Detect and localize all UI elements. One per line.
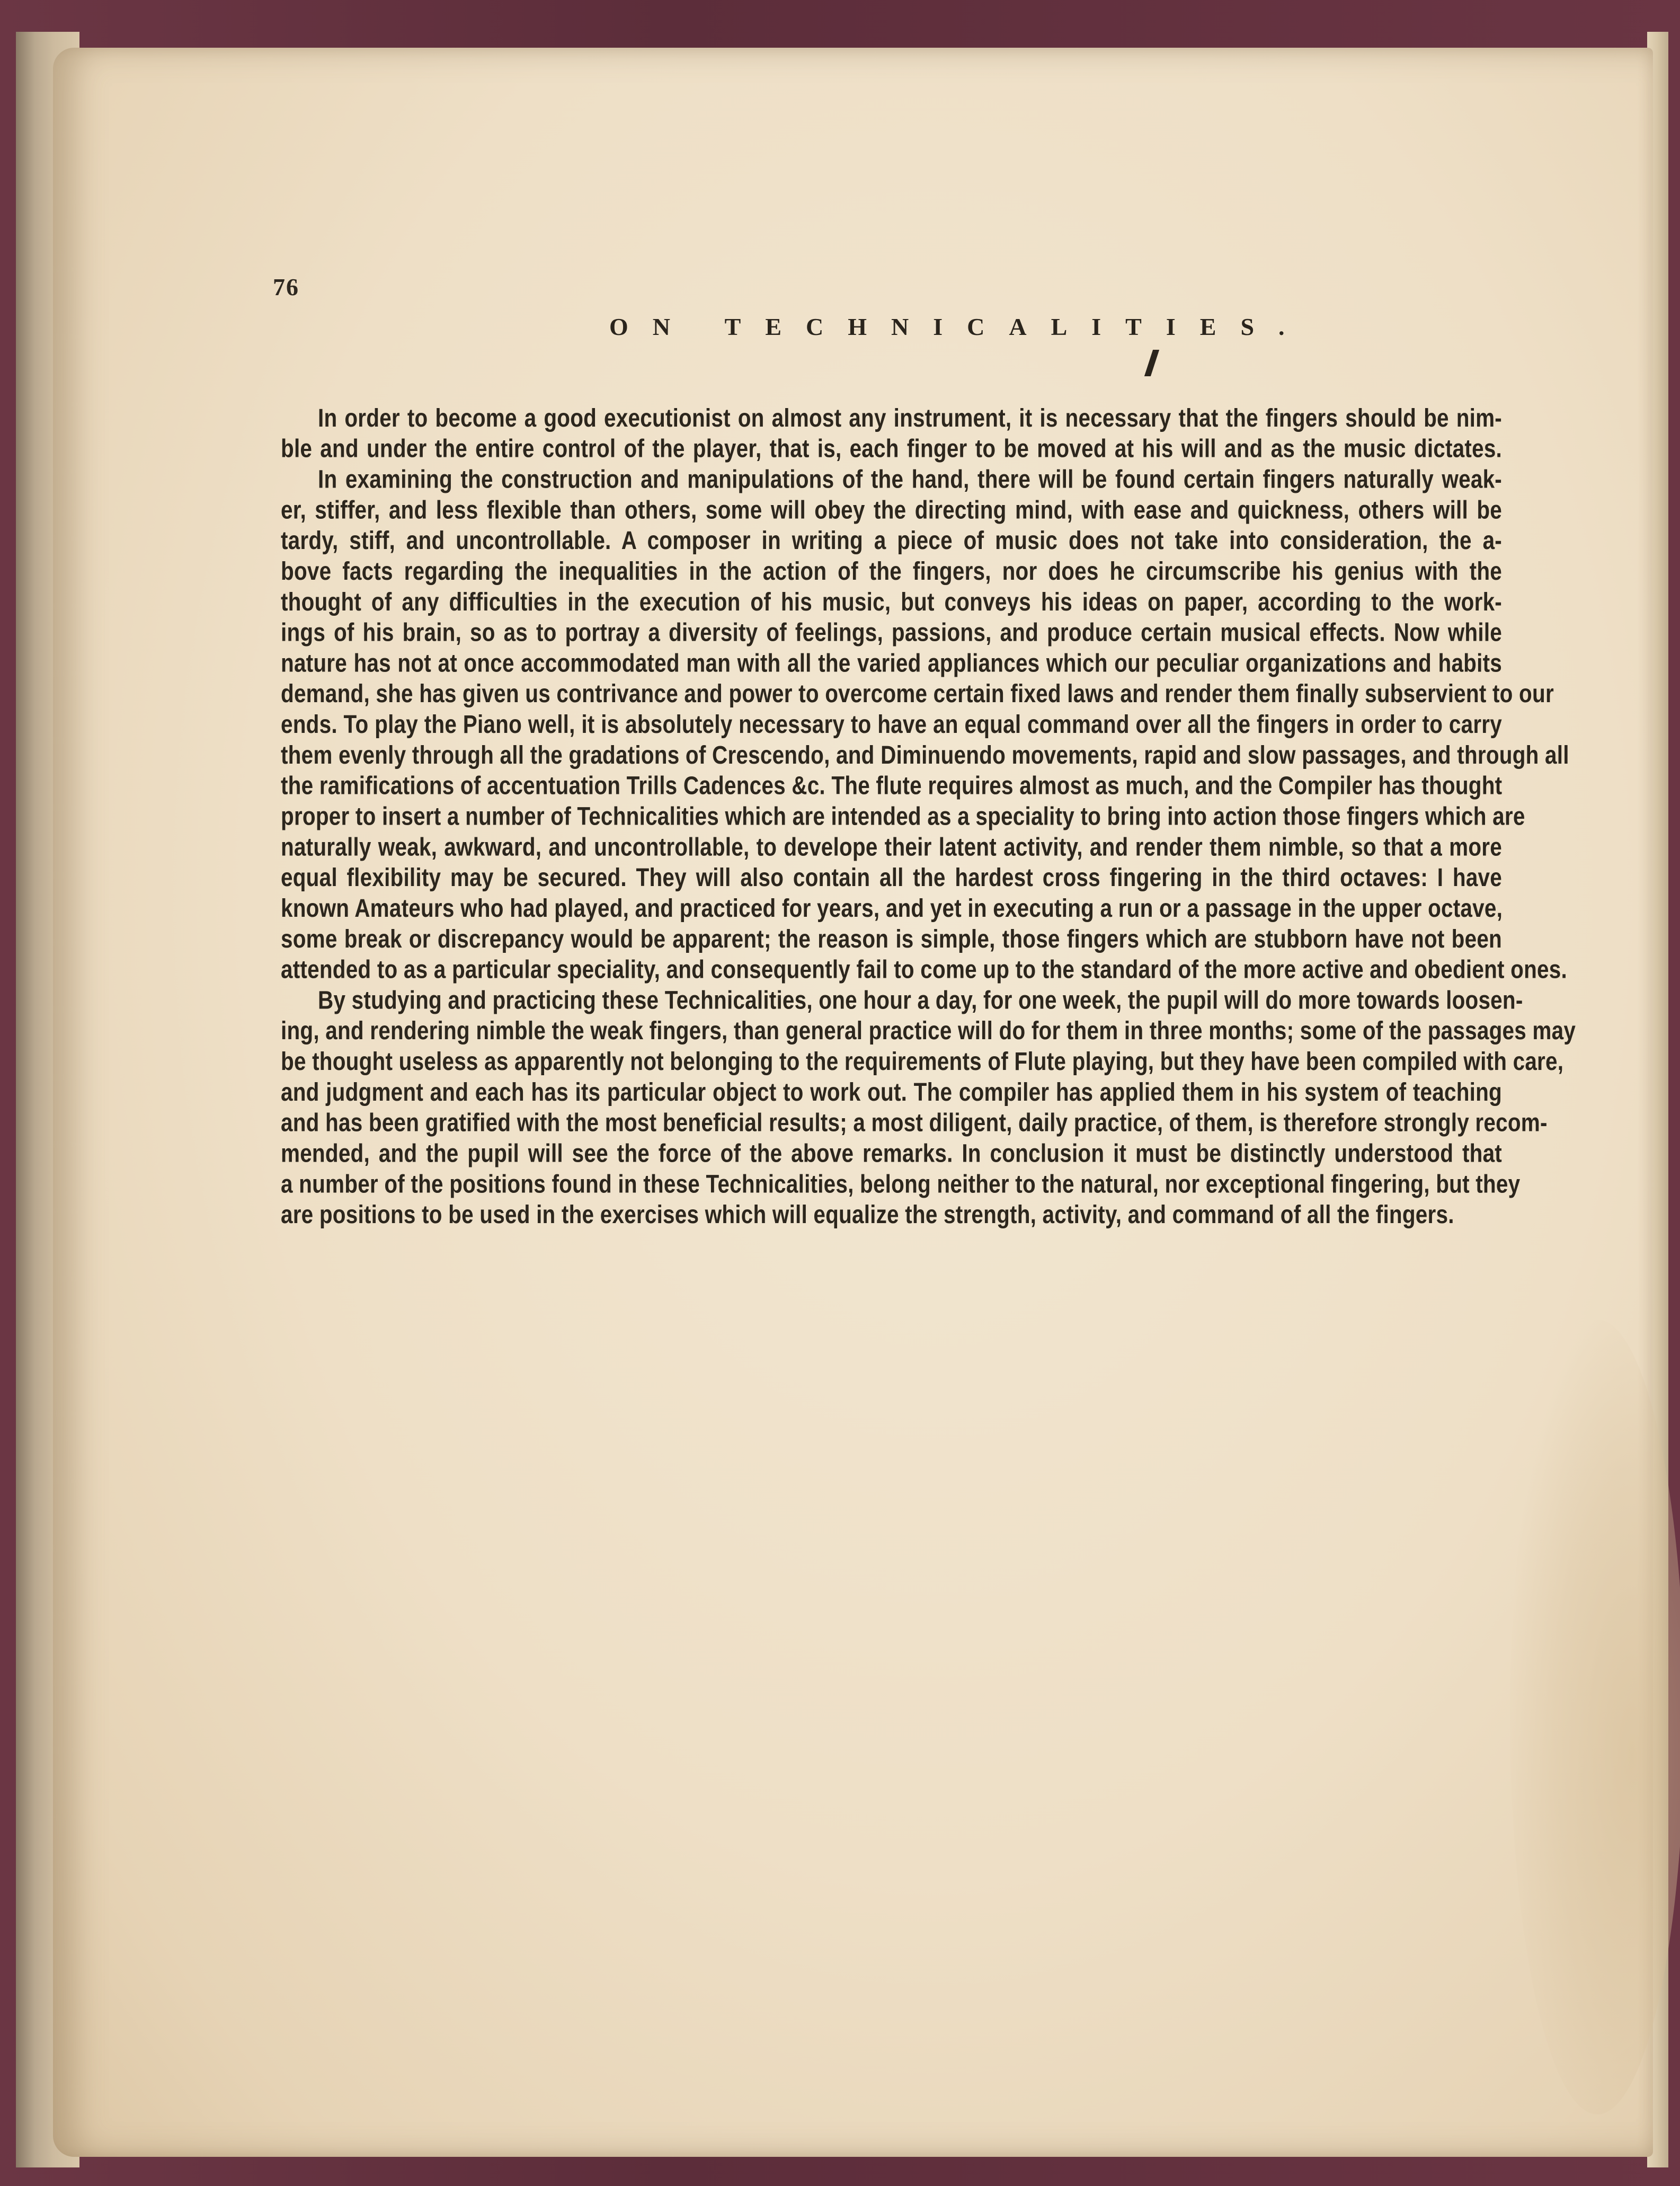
page-title: ON TECHNICALITIES. xyxy=(609,313,1309,340)
text-line: be thought useless as apparently not belonging to the requirements of Flute playing, but they have been compiled with care, xyxy=(281,1047,1564,1076)
text-line: tardy, stiff, and uncontrollable. A composer in writing a piece of music does not take into consideration, the a- xyxy=(281,526,1502,555)
text-line: ends. To play the Piano well, it is absolutely necessary to have an equal command over all the fingers in order to carry xyxy=(281,710,1502,739)
text-line: er, stiffer, and less flexible than others, some will obey the directing mind, with ease and quickness, others will be xyxy=(281,495,1502,524)
text-line: thought of any difficulties in the execution of his music, but conveys his ideas on paper, according to the work- xyxy=(281,587,1502,616)
body-text xyxy=(281,403,1576,1230)
text-line: them evenly through all the gradations of Crescendo, and Diminuendo movements, rapid and slow passages, and through all xyxy=(281,740,1569,769)
text-line: and judgment and each has its particular object to work out. The compiler has applied them in his system of teaching xyxy=(281,1077,1502,1107)
text-line: ings of his brain, so as to portray a diversity of feelings, passions, and produce certain musical effects. Now while xyxy=(281,617,1502,647)
text-line: naturally weak, awkward, and uncontrollable, to develope their latent activity, and render them nimble, so that a more xyxy=(281,832,1502,861)
text-line: proper to insert a number of Technicalities which are intended as a speciality to bring into action those fingers which are xyxy=(281,801,1525,831)
text-line: the ramifications of accentuation Trills Cadences &c. The flute requires almost as much, and the Compiler has thought xyxy=(281,771,1503,800)
text-line: In examining the construction and manipulations of the hand, there will be found certain fingers naturally weak- xyxy=(318,464,1502,494)
text-line: some break or discrepancy would be apparent; the reason is simple, those fingers which are stubborn have not been xyxy=(281,924,1502,953)
page-number: 76 xyxy=(273,273,299,300)
water-stain xyxy=(1510,1320,1680,2114)
text-line: ble and under the entire control of the player, that is, each finger to be moved at his will and as the music dictates. xyxy=(281,434,1502,463)
text-line: and has been gratified with the most beneficial results; a most diligent, daily practice, of them, is therefore strongly recom- xyxy=(281,1108,1548,1137)
text-line: are positions to be used in the exercises which will equalize the strength, activity, and command of all the fingers. xyxy=(281,1200,1454,1229)
text-line: known Amateurs who had played, and practiced for years, and yet in executing a run or a passage in the upper octave, xyxy=(281,893,1503,923)
text-line: By studying and practicing these Technicalities, one hour a day, for one week, the pupil will do more towards loosen- xyxy=(318,985,1523,1015)
text-line: ing, and rendering nimble the weak fingers, than general practice will do for them in three months; some of the passages may xyxy=(281,1016,1576,1045)
text-line: nature has not at once accommodated man with all the varied appliances which our peculiar organizations and habits xyxy=(281,648,1502,678)
text-line: mended, and the pupil will see the force of the above remarks. In conclusion it must be distinctly understood that xyxy=(281,1138,1502,1168)
text-line: attended to as a particular speciality, and consequently fail to come up to the standard of the more active and obedient ones. xyxy=(281,954,1567,984)
text-line: demand, she has given us contrivance and power to overcome certain fixed laws and render them finally subservient to our xyxy=(281,679,1554,708)
text-line: In order to become a good executionist on almost any instrument, it is necessary that the fingers should be nim- xyxy=(318,403,1502,432)
text-line: equal flexibility may be secured. They will also contain all the hardest cross fingering in the third octaves: I have xyxy=(281,863,1502,892)
text-line: bove facts regarding the inequalities in the action of the fingers, nor does he circumscribe his genius with the xyxy=(281,556,1502,586)
text-line: a number of the positions found in these Technicalities, belong neither to the natural, nor exceptional fingering, but they xyxy=(281,1169,1521,1198)
